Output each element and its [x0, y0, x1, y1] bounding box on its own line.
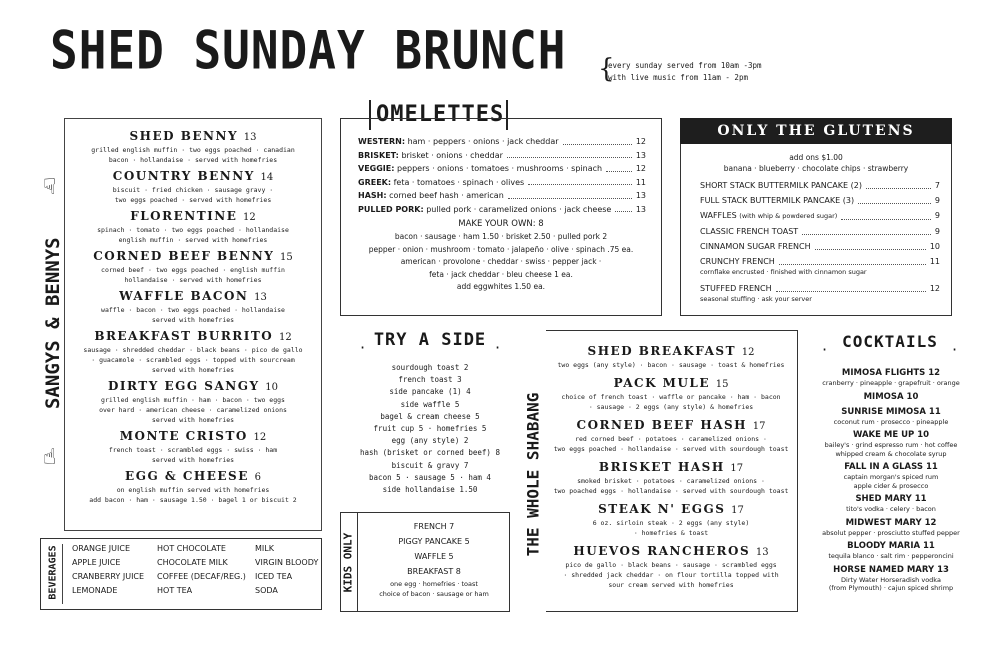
item-name: [68, 169, 318, 185]
item-title: MONTE CRISTO: [119, 429, 248, 443]
tagline: [608, 60, 762, 84]
item-title: COUNTRY BENNY: [112, 169, 255, 183]
make-your-own-line: feta · jack cheddar · bleu cheese 1 ea.: [429, 269, 573, 279]
omelette-row: [358, 162, 646, 176]
item-description: waffle · bacon · two eggs poached · hollandaise: [101, 306, 285, 314]
cocktail-name: SHED MARY 11: [855, 494, 927, 504]
pointing-hand-icon: ☟: [43, 175, 57, 200]
omelette-text: [358, 176, 524, 190]
shabang-label: THE WHOLE SHABANG: [523, 392, 543, 557]
omelette-row: [358, 176, 646, 190]
cocktails-dot-left: ·: [822, 340, 828, 359]
cocktail-desc-line: tito's vodka · celery · bacon: [846, 505, 936, 513]
cocktail-name: WAKE ME UP 10: [852, 430, 930, 440]
gluten-price: 12: [929, 284, 940, 293]
item-description: two poached eggs · hollandaise · served with sourdough toast: [553, 487, 789, 495]
item-title: PACK MULE: [613, 376, 711, 390]
item-title: EGG & CHEESE: [125, 469, 249, 483]
cocktail-desc-line: captain morgan's spiced rum: [843, 473, 939, 481]
item-title: SHED BREAKFAST: [587, 344, 737, 358]
item-description: served with homefries: [151, 316, 235, 324]
brace-icon: {: [598, 54, 615, 84]
omelette-desc: corned beef hash · american: [389, 191, 504, 200]
make-your-own-line: american · provolone · cheddar · swiss · pepper jack ·: [400, 257, 602, 266]
cocktail-desc: [812, 552, 970, 561]
item-title: WAFFLE BACON: [119, 289, 249, 303]
dot-leader: [507, 149, 632, 159]
gluten-name: STUFFED FRENCH: [700, 284, 772, 293]
item-description: 6 oz. sirloin steak · 2 eggs (any style): [592, 519, 750, 527]
dot-leader: [858, 193, 931, 204]
beverage-item: MILK: [255, 544, 274, 553]
gluten-row: [700, 239, 940, 254]
item-name: [546, 376, 796, 392]
item-name: [546, 460, 796, 476]
item-name: [68, 469, 318, 485]
cocktails-list: [812, 368, 970, 597]
side-item: sourdough toast 2: [391, 363, 469, 372]
item-description: sausage · shredded cheddar · black beans · pico de gallo: [83, 346, 303, 354]
glutens-list: [700, 178, 940, 308]
omelette-text: [358, 162, 602, 176]
gluten-price: 10: [929, 242, 940, 251]
item-price: 10: [265, 382, 278, 393]
make-your-own-line: add eggwhites 1.50 ea.: [456, 282, 546, 291]
dot-leader: [528, 176, 632, 186]
omelette-name: PULLED PORK:: [358, 204, 424, 214]
cocktail-name: BLOODY MARIA 11: [847, 541, 935, 551]
item-price: 17: [731, 505, 744, 516]
item-name: [68, 209, 318, 225]
beverage-item: HOT CHOCOLATE: [157, 544, 226, 553]
side-item: biscuit & gravy 7: [391, 460, 469, 470]
side-heading: [355, 330, 505, 350]
omelette-row: [358, 149, 646, 163]
item-title: SHED BENNY: [129, 129, 239, 143]
make-your-own-title: MAKE YOUR OWN: 8: [458, 219, 544, 229]
gluten-text: [700, 224, 798, 239]
side-item: bacon 5 · sausage 5 · ham 4: [369, 472, 491, 482]
gluten-text: [700, 178, 862, 193]
menu-item: [68, 329, 318, 375]
sangys-label: SANGYS & BENNYS: [42, 237, 64, 409]
item-price: 6: [254, 472, 261, 483]
menu-item: [68, 379, 318, 425]
item-description: two eggs poached · served with homefries: [114, 196, 272, 204]
omelette-price: 13: [635, 191, 646, 200]
omelette-price: 12: [635, 164, 646, 173]
kids-item: BREAKFAST 8: [407, 567, 461, 576]
cocktail-desc-line: (from Plymouth) · cajun spiced shrimp: [828, 584, 954, 592]
item-description: pico de gallo · black beans · sausage · scrambled eggs: [565, 561, 777, 569]
item-name: [546, 344, 796, 360]
item-price: 15: [280, 252, 293, 263]
item-description: grilled english muffin · ham · bacon · two eggs: [101, 396, 285, 404]
gluten-text: [700, 239, 811, 254]
menu-item: [68, 249, 318, 285]
item-name: [68, 429, 318, 445]
gluten-price: 9: [934, 196, 940, 205]
beverage-item: APPLE JUICE: [72, 558, 121, 567]
side-item: side hollandaise 1.50: [382, 485, 478, 495]
menu-item: [68, 289, 318, 325]
item-description: english muffin · served with homefries: [118, 236, 268, 244]
omelette-name: VEGGIE:: [358, 164, 395, 173]
side-dot-left: ·: [360, 338, 366, 357]
beverages-list: [72, 544, 335, 595]
make-your-own-options: [340, 231, 662, 294]
dot-leader: [563, 135, 632, 145]
beverage-item: LEMONADE: [72, 586, 118, 595]
gluten-name: FULL STACK BUTTERMILK PANCAKE (3): [700, 196, 855, 205]
omelettes-heading: OMELETTES: [376, 102, 505, 127]
menu-item: [68, 169, 318, 205]
omelette-text: [358, 189, 504, 203]
cocktail-desc: [812, 505, 970, 514]
menu-item: [68, 129, 318, 165]
item-description: sour cream served with homefries: [608, 581, 734, 589]
pointing-hand-icon: ☝: [43, 445, 57, 470]
item-description: french toast · scrambled eggs · swiss · ham: [108, 446, 278, 454]
beverages-divider: [62, 544, 63, 604]
omelette-name: BRISKET:: [358, 150, 399, 160]
dot-leader: [606, 162, 632, 172]
item-price: 12: [741, 347, 755, 358]
omelette-row: [358, 189, 646, 203]
dot-leader: [779, 254, 926, 265]
item-description: served with homefries: [151, 366, 235, 374]
item-title: FLORENTINE: [130, 209, 238, 223]
item-description: · guacamole · scrambled eggs · topped with sourcream: [91, 356, 295, 364]
addons-price: add ons $1.00: [789, 153, 843, 162]
omelette-desc: peppers · onions · tomatoes · mushrooms · spinach: [396, 164, 603, 173]
side-item: side waffle 5: [400, 399, 460, 409]
item-price: 12: [243, 212, 256, 223]
item-name: [68, 329, 318, 345]
gluten-text: [700, 281, 772, 296]
item-name: [68, 129, 318, 145]
beverages-label: BEVERAGES: [47, 545, 59, 600]
sangys-list: [68, 129, 318, 509]
cocktail-desc: [812, 473, 970, 490]
gluten-text: [700, 208, 837, 224]
beverage-item: HOT TEA: [157, 586, 193, 595]
gluten-row: [700, 254, 940, 269]
item-description: · homefries & toast: [633, 529, 709, 537]
cocktails-heading-text: COCKTAILS: [842, 332, 938, 351]
omelette-name: HASH:: [358, 191, 387, 200]
page-title: SHED SUNDAY BRUNCH: [50, 18, 567, 81]
item-name: [546, 418, 796, 434]
item-description: add bacon · ham · sausage 1.50 · bagel 1 or biscuit 2: [89, 496, 297, 504]
cocktail-desc-line: whipped cream & chocolate syrup: [835, 449, 947, 458]
tagline-hours: every sunday served from 10am -3pm: [608, 61, 762, 70]
side-item: egg (any style) 2: [391, 436, 469, 446]
cocktail-desc-line: Dirty Water Horseradish vodka: [841, 575, 941, 584]
gluten-text: [700, 254, 775, 269]
make-your-own: [340, 218, 662, 294]
kids-list: [360, 519, 508, 599]
omelette-price: 12: [635, 137, 646, 146]
item-name: [546, 544, 796, 560]
gluten-name: CINNAMON SUGAR FRENCH: [700, 242, 811, 251]
cocktail-desc-line: cranberry · pineapple · grapefruit · orange: [822, 379, 960, 387]
kids-divider: [357, 512, 358, 612]
item-title: DIRTY EGG SANGY: [108, 379, 260, 393]
kids-label: KIDS ONLY: [341, 532, 355, 593]
item-price: 13: [755, 547, 769, 558]
item-price: 13: [243, 132, 257, 143]
make-your-own-line: bacon · sausage · ham 1.50 · brisket 2.50 · pulled pork 2: [394, 232, 608, 241]
beverage-item: CRANBERRY JUICE: [72, 572, 145, 581]
beverage-item: SODA: [255, 586, 278, 595]
beverage-item: VIRGIN BLOODY: [255, 558, 319, 567]
gluten-row: [700, 178, 940, 193]
item-description: hollandaise · served with homefries: [124, 276, 262, 284]
item-price: 13: [254, 292, 267, 303]
item-name: [68, 249, 318, 265]
dot-leader: [776, 281, 926, 292]
omelette-row: [358, 203, 646, 217]
omelette-text: [358, 135, 559, 149]
item-description: two eggs poached · hollandaise · served with sourdough toast: [553, 445, 789, 453]
side-item: fruit cup 5 · homefries 5: [373, 424, 487, 434]
item-description: red corned beef · potatoes · caramelized onions ·: [575, 435, 767, 443]
cocktail-name: HORSE NAMED MARY 13: [833, 564, 949, 575]
item-description: corned beef · two eggs poached · english muffin: [101, 266, 285, 274]
side-item: bagel & cream cheese 5: [380, 411, 480, 421]
omelette-price: 13: [635, 150, 646, 160]
dot-leader: [615, 203, 631, 213]
item-description: served with homefries: [151, 456, 235, 464]
addons-list: banana · blueberry · chocolate chips · strawberry: [723, 164, 909, 173]
glutens-banner: ONLY THE GLUTENS: [680, 118, 952, 144]
gluten-row: [700, 281, 940, 296]
item-description: · shredded jack cheddar · on flour tortilla topped with: [563, 571, 779, 579]
side-item: french toast 3: [398, 375, 462, 385]
item-description: smoked brisket · potatoes · caramelized onions ·: [577, 477, 765, 485]
item-title: BREAKFAST BURRITO: [94, 329, 274, 343]
cocktail-desc-line: tequila blanco · salt rim · pepperoncini: [828, 552, 954, 560]
cocktail-desc-line: absolut pepper · prosciutto stuffed pepper: [822, 528, 960, 537]
side-item: side pancake (1) 4: [389, 387, 471, 397]
omelette-row: [358, 135, 646, 149]
side-list: [355, 362, 505, 496]
make-your-own-line: pepper · onion · mushroom · tomato · jalapeño · olive · spinach .75 ea.: [368, 244, 634, 254]
gluten-price: 9: [934, 227, 940, 236]
kids-item-desc: one egg · homefries · toast: [390, 580, 478, 588]
gluten-name: CLASSIC FRENCH TOAST: [700, 227, 799, 236]
cocktail-desc: [812, 529, 970, 538]
omelette-price: 11: [635, 177, 646, 187]
gluten-price: 11: [929, 257, 940, 266]
cocktails-heading: [820, 332, 960, 351]
beverage-item: ICED TEA: [255, 572, 293, 581]
item-description: served with homefries: [151, 416, 235, 424]
omelette-text: [358, 149, 503, 163]
item-price: 17: [752, 421, 766, 432]
omelette-desc: feta · tomatoes · spinach · olives: [393, 177, 525, 187]
menu-item: [546, 460, 796, 496]
menu-item: [546, 502, 796, 538]
item-description: spinach · tomato · two eggs poached · hollandaise: [97, 226, 289, 234]
cocktail-name: MIMOSA 10: [863, 391, 919, 402]
menu-item: [546, 376, 796, 412]
item-description: · sausage · 2 eggs (any style) & homefries: [588, 403, 754, 411]
item-price: 17: [730, 463, 744, 474]
cocktail-desc-line: bailey's · grind espresso rum · hot coffee: [824, 441, 958, 449]
item-price: 12: [253, 432, 267, 443]
side-dot-right: ·: [495, 338, 501, 357]
item-title: HUEVOS RANCHEROS: [573, 544, 751, 558]
cocktail-desc: [812, 418, 970, 427]
omelettes-list: [358, 135, 646, 216]
glutens-addons: [680, 152, 952, 174]
item-description: grilled english muffin · two eggs poached · canadian: [91, 146, 295, 154]
menu-item: [546, 344, 796, 370]
shabang-list: [546, 344, 796, 596]
menu-item: [546, 544, 796, 590]
cocktail-desc-line: apple cider & prosecco: [853, 481, 929, 490]
kids-item: FRENCH 7: [413, 522, 455, 531]
cocktail-desc: [812, 576, 970, 593]
gluten-row: [700, 208, 940, 224]
omelette-price: 13: [635, 204, 646, 214]
tagline-music: with live music from 11am - 2pm: [608, 73, 748, 82]
item-description: two eggs (any style) · bacon · sausage · toast & homefries: [557, 361, 785, 369]
beverage-item: ORANGE JUICE: [72, 544, 130, 553]
item-price: 14: [260, 172, 274, 183]
dot-leader: [866, 178, 931, 189]
menu-item: [68, 469, 318, 505]
cocktail-name: MIDWEST MARY 12: [845, 517, 937, 528]
menu-item: [546, 418, 796, 454]
item-price: 12: [278, 332, 292, 343]
dot-leader: [508, 189, 632, 199]
cocktail-name: FALL IN A GLASS 11: [844, 462, 938, 472]
side-heading-text: TRY A SIDE: [373, 330, 487, 350]
gluten-text: [700, 193, 854, 208]
omelette-text: [358, 203, 611, 217]
gluten-price: 7: [934, 181, 940, 190]
beverage-item: COFFEE (DECAF/REG.): [157, 572, 246, 581]
kids-item-desc: choice of bacon · sausage or ham: [379, 590, 489, 598]
cocktail-name: MIMOSA FLIGHTS 12: [841, 368, 941, 378]
item-description: choice of french toast · waffle or pancake · ham · bacon: [561, 393, 781, 401]
omelette-name: GREEK:: [358, 177, 392, 187]
gluten-desc: cornflake encrusted · finished with cinnamon sugar: [700, 268, 867, 276]
dot-leader: [841, 208, 931, 220]
cocktail-desc-line: coconut rum · prosecco · pineapple: [833, 417, 949, 426]
cocktail-desc: [812, 441, 970, 458]
omelette-name: WESTERN:: [358, 137, 406, 146]
gluten-note: (with whip & powdered sugar): [739, 212, 838, 220]
cocktails-dot-right: ·: [952, 340, 958, 359]
cocktail-desc: [812, 379, 970, 388]
item-name: [546, 502, 796, 518]
gluten-row: [700, 193, 940, 208]
item-title: CORNED BEEF HASH: [576, 418, 748, 432]
menu-item: [68, 209, 318, 245]
beverage-item: CHOCOLATE MILK: [157, 558, 228, 567]
gluten-row: [700, 224, 940, 239]
dot-leader: [815, 239, 926, 250]
kids-item: PIGGY PANCAKE 5: [398, 537, 470, 546]
menu-item: [68, 429, 318, 465]
item-title: CORNED BEEF BENNY: [93, 249, 275, 263]
side-item: hash (brisket or corned beef) 8: [360, 448, 500, 458]
item-name: [68, 379, 318, 395]
omelette-desc: ham · peppers · onions · jack cheddar: [407, 137, 559, 146]
dot-leader: [802, 224, 931, 235]
item-title: STEAK N' EGGS: [598, 502, 726, 516]
kids-item: WAFFLE 5: [414, 552, 454, 561]
item-price: 15: [715, 379, 729, 390]
item-name: [68, 289, 318, 305]
omelette-desc: brisket · onions · cheddar: [401, 150, 503, 160]
item-description: biscuit · fried chicken · sausage gravy ·: [112, 186, 274, 194]
gluten-name: SHORT STACK BUTTERMILK PANCAKE (2): [700, 181, 862, 190]
gluten-name: CRUNCHY FRENCH: [700, 257, 775, 266]
gluten-desc: seasonal stuffing · ask your server: [700, 295, 812, 303]
cocktail-name: SUNRISE MIMOSA 11: [841, 406, 941, 417]
item-description: bacon · hollandaise · served with homefries: [108, 156, 278, 164]
item-description: on english muffin served with homefries: [116, 486, 270, 494]
gluten-price: 9: [934, 211, 940, 220]
item-title: BRISKET HASH: [598, 460, 725, 474]
omelette-desc: pulled pork · caramelized onions · jack cheese: [426, 204, 612, 214]
item-description: over hard · american cheese · caramelized onions: [99, 406, 287, 414]
gluten-name: WAFFLES: [700, 211, 737, 220]
